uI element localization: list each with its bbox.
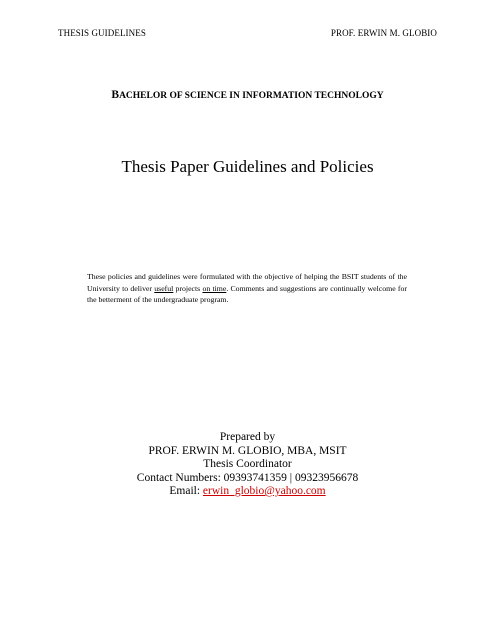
intro-text-3: . Comments and suggestions are continually welcome for the betterment of the undergraduate program.: [87, 283, 407, 304]
author-role: Thesis Coordinator: [203, 458, 292, 470]
intro-paragraph: [87, 271, 407, 306]
degree-heading-rest: ACHELOR OF SCIENCE IN INFORMATION TECHNOLOGY: [119, 91, 384, 101]
document-title: Thesis Paper Guidelines and Policies: [121, 157, 374, 176]
prepared-by-label: Prepared by: [219, 431, 276, 443]
degree-heading-initial: B: [111, 89, 120, 101]
intro-text-2: projects: [173, 283, 203, 293]
intro-underlined-on-time: on time: [202, 283, 227, 293]
page-header-right: PROF. ERWIN M. GLOBIO: [330, 28, 437, 38]
intro-underlined-useful: useful: [154, 283, 174, 293]
email-label: Email:: [169, 485, 203, 497]
author-name: PROF. ERWIN M. GLOBIO, MBA, MSIT: [148, 444, 347, 457]
email-line: [0, 485, 495, 499]
email-link[interactable]: erwin_globio@yahoo.com: [202, 485, 326, 497]
page-header-left: THESIS GUIDELINES: [58, 28, 146, 38]
intro-text-1: These policies and guidelines were formulated with the objective of helping the BSIT students of the University to deliver: [87, 272, 407, 293]
prepared-by-block: [0, 431, 495, 499]
degree-heading: [0, 89, 495, 101]
contact-numbers: Contact Numbers: 09393741359 | 09323956678: [136, 471, 359, 484]
